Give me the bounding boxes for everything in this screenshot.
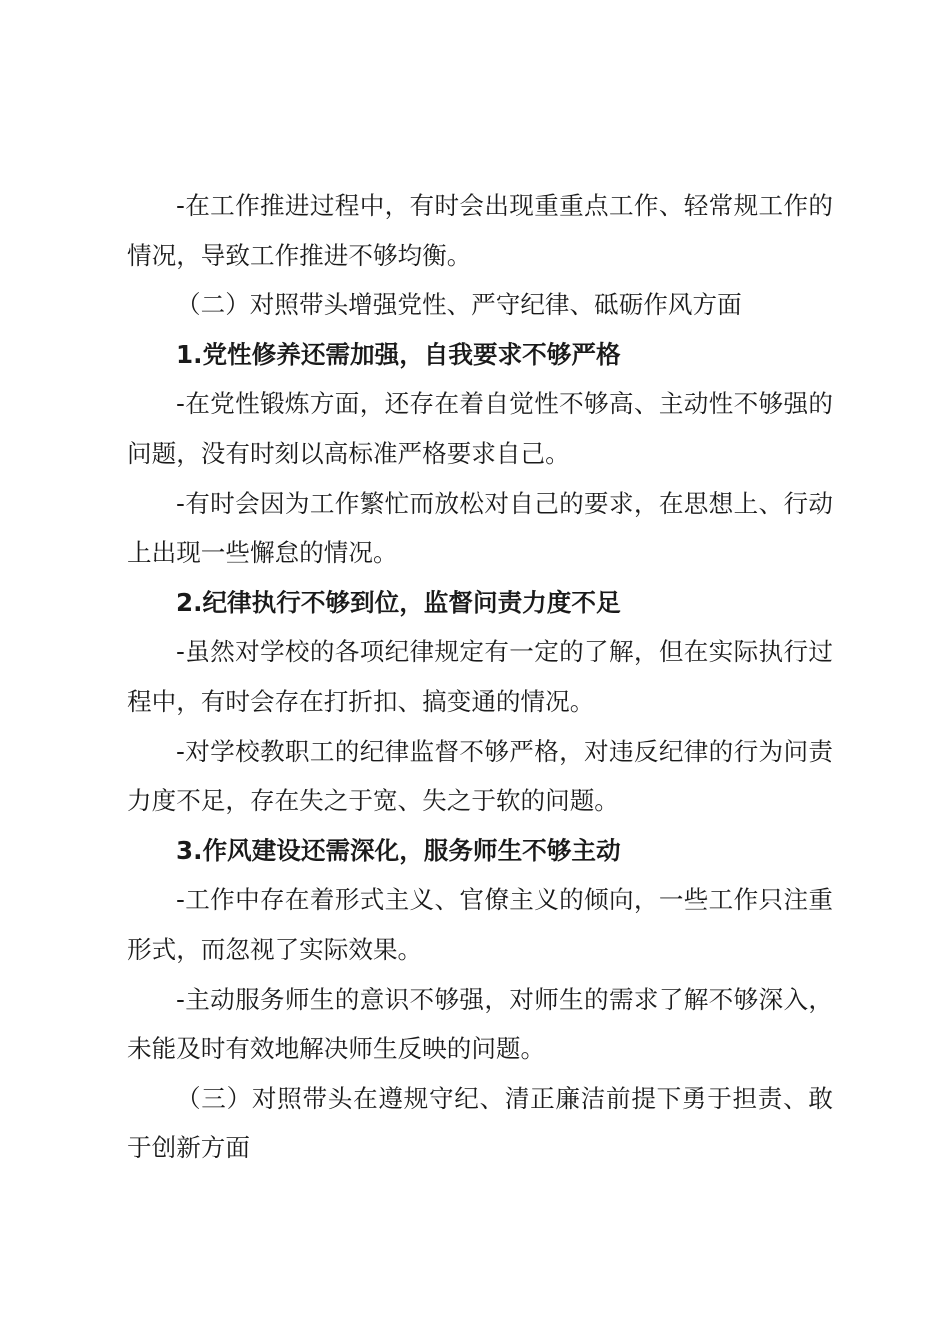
body-paragraph-party-training: -在党性锻炼方面，还存在着自觉性不够高、主动性不够强的问题，没有时刻以高标准严格要求自己。: [127, 389, 833, 468]
subheading-party-spirit: 1.党性修养还需加强，自我要求不够严格: [176, 339, 621, 369]
body-paragraph-work-balance: -在工作推进过程中，有时会出现重重点工作、轻常规工作的情况，导致工作推进不够均衡。: [127, 191, 833, 270]
body-paragraph-formalism: -工作中存在着形式主义、官僚主义的倾向，一些工作只注重形式，而忽视了实际效果。: [127, 885, 833, 964]
subheading-work-style: 3.作风建设还需深化，服务师生不够主动: [176, 835, 621, 865]
document-body: [127, 181, 833, 1173]
body-paragraph-self-requirement: -有时会因为工作繁忙而放松对自己的要求，在思想上、行动上出现一些懈怠的情况。: [127, 488, 833, 568]
section-heading-three: （三）对照带头在遵规守纪、清正廉洁前提下勇于担责、敢于创新方面: [127, 1083, 833, 1163]
body-paragraph-discipline-supervision: -对学校教职工的纪律监督不够严格，对违反纪律的行为问责力度不足，存在失之于宽、失之于软的问题。: [127, 736, 833, 816]
subheading-discipline: 2.纪律执行不够到位，监督问责力度不足: [176, 587, 621, 617]
body-paragraph-service: -主动服务师生的意识不够强，对师生的需求了解不够深入，未能及时有效地解决师生反映的问题。: [127, 984, 833, 1064]
body-paragraph-discipline-execution: -虽然对学校的各项纪律规定有一定的了解，但在实际执行过程中，有时会存在打折扣、搞变通的情况。: [127, 637, 833, 716]
section-heading-two: （二）对照带头增强党性、严守纪律、砥砺作风方面: [176, 290, 742, 320]
